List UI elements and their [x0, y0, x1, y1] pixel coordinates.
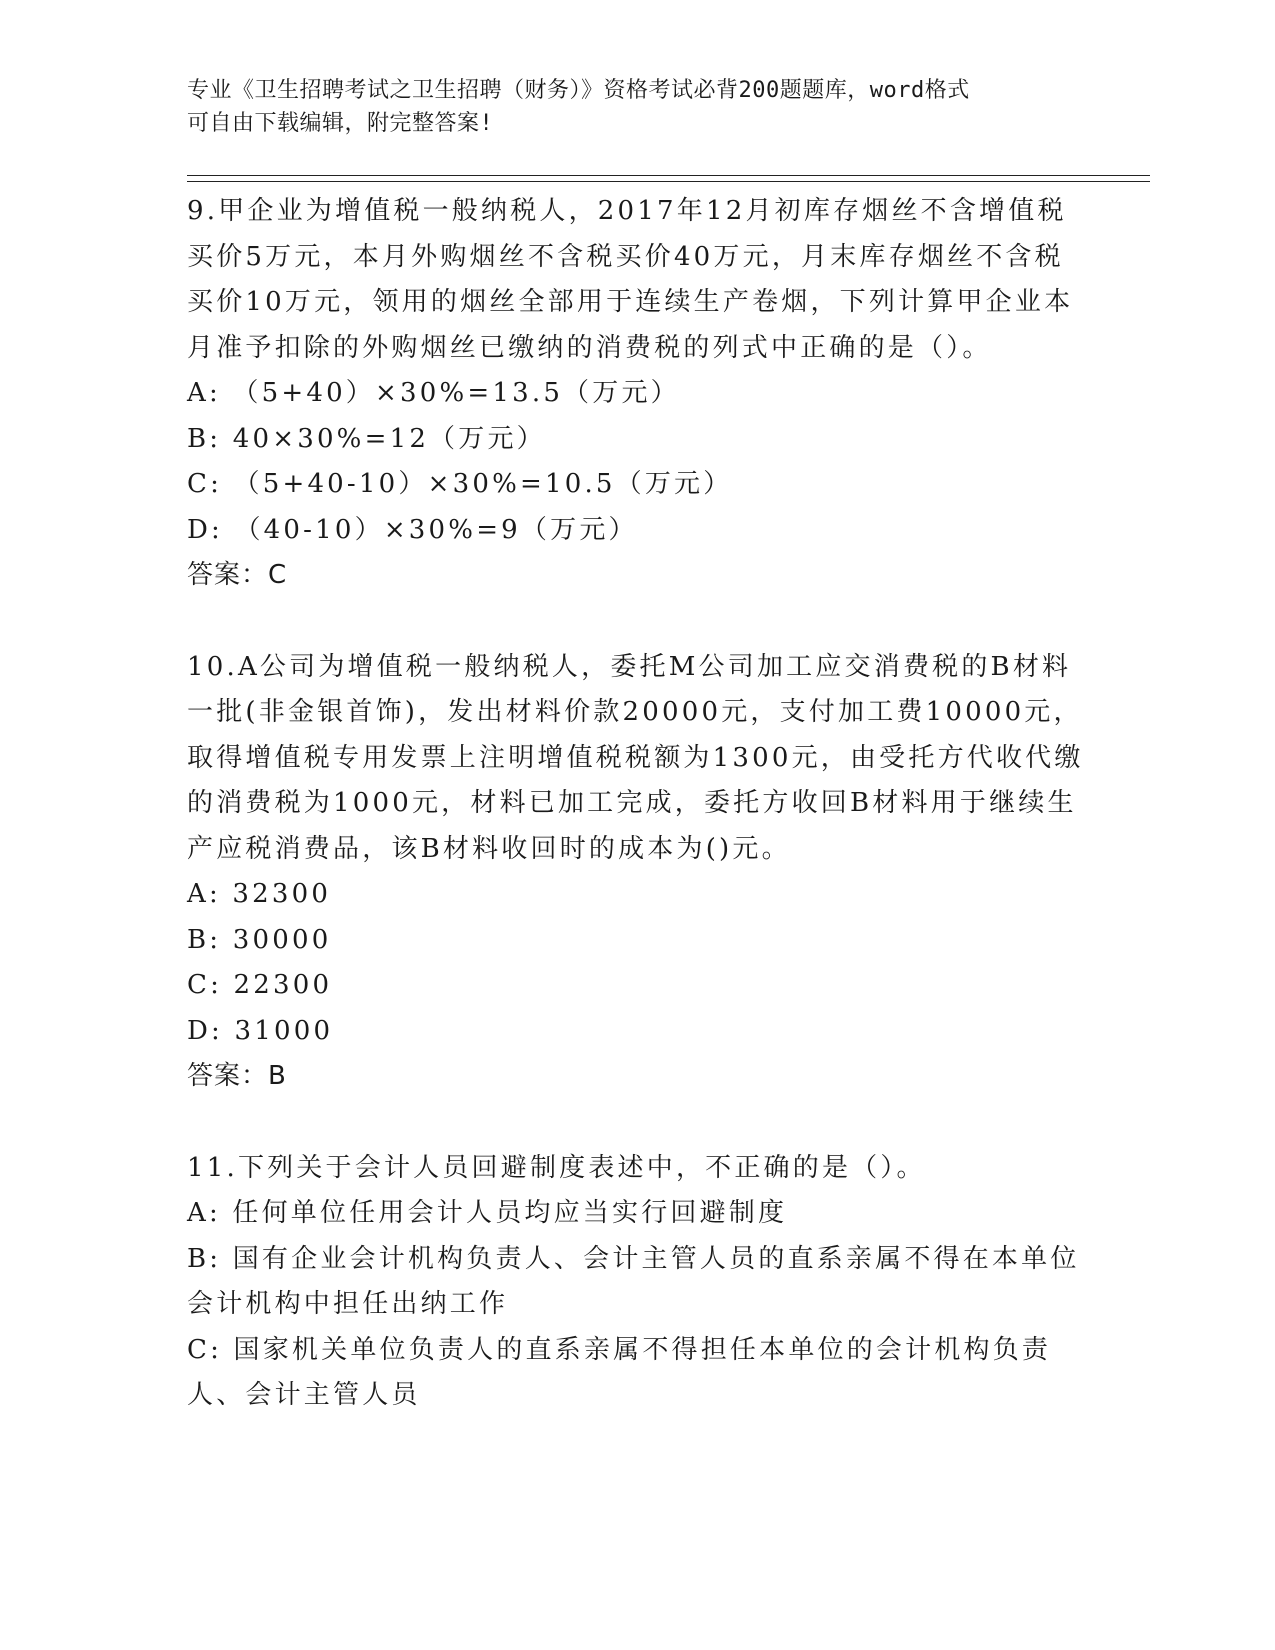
- question-stem: 11.下列关于会计人员回避制度表述中，不正确的是（）。: [187, 1152, 926, 1183]
- question-stem: 9.甲企业为增值税一般纳税人，2017年12月初库存烟丝不含增值税买价5万元，本月外购烟丝不含税买价40万元，月末库存烟丝不含税买价10万元，领用的烟丝全部用于连续生产卷烟，下列计算甲企业本月准予扣除的外购烟丝已缴纳的消费税的列式中正确的是（）。: [187, 196, 1074, 363]
- header-line-2: 可自由下载编辑，附完整答案!: [187, 111, 494, 136]
- question-spacer: [187, 599, 1087, 645]
- option-c: C: （5+40-10）×30%=10.5（万元）: [187, 469, 733, 499]
- header-line-1: 专业《卫生招聘考试之卫生招聘（财务）》资格考试必背200题题库，word格式: [187, 78, 970, 103]
- document-header: [187, 74, 1067, 140]
- answer-label: 答案：B: [187, 1061, 287, 1091]
- option-c: C: 国家机关单位负责人的直系亲属不得担任本单位的会计机构负责人、会计主管人员: [187, 1334, 1052, 1410]
- option-b: B: 30000: [187, 924, 332, 955]
- option-d: D: 31000: [187, 1015, 334, 1046]
- header-divider-top: [187, 175, 1150, 176]
- header-divider-bottom: [187, 181, 1150, 182]
- question-9: [187, 189, 1087, 599]
- option-c: C: 22300: [187, 970, 333, 1000]
- question-stem: 10.A公司为增值税一般纳税人，委托M公司加工应交消费税的B材料一批(非金银首饰)，发出材料价款20000元，支付加工费10000元，取得增值税专用发票上注明增值税税额为1300元，由受托方代收代缴的消费税为1000元，材料已加工完成，委托方收回B材料用于继续生产应税消费品，该B材料收回时的成本为()元。: [187, 651, 1084, 864]
- question-11: [187, 1146, 1087, 1419]
- question-10: [187, 645, 1087, 1100]
- option-a: A: 32300: [187, 879, 332, 909]
- option-a: A: 任何单位任用会计人员均应当实行回避制度: [187, 1198, 788, 1228]
- option-a: A: （5+40）×30%=13.5（万元）: [187, 378, 680, 408]
- option-d: D: （40-10）×30%=9（万元）: [187, 514, 638, 545]
- question-list: [187, 189, 1087, 1419]
- answer-label: 答案：C: [187, 560, 288, 590]
- question-spacer: [187, 1100, 1087, 1146]
- option-b: B: 国有企业会计机构负责人、会计主管人员的直系亲属不得在本单位会计机构中担任出纳工作: [187, 1243, 1080, 1319]
- option-b: B: 40×30%=12（万元）: [187, 423, 546, 454]
